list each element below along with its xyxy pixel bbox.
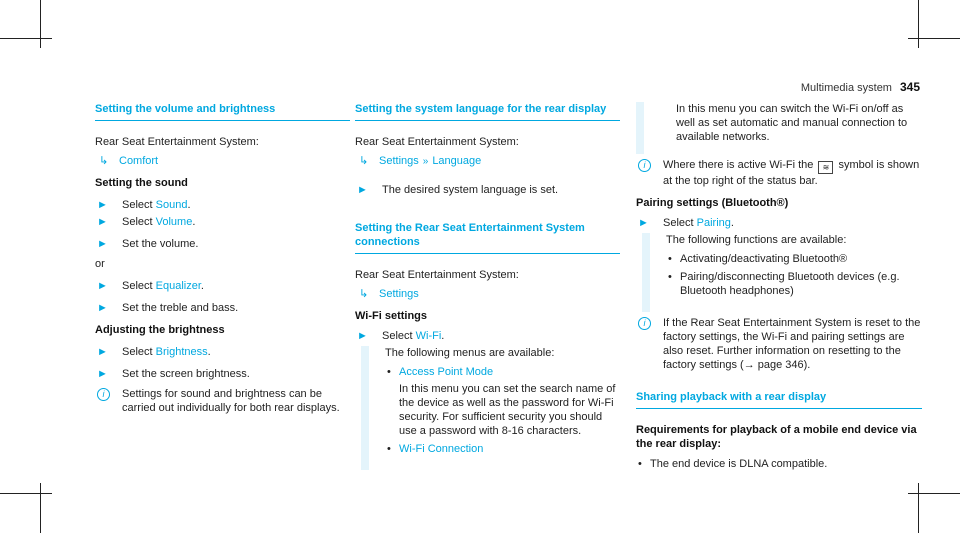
heading-sharing-playback: Sharing playback with a rear display — [636, 390, 922, 409]
crop-mark — [908, 493, 960, 494]
column-left — [95, 102, 350, 421]
step: ► Set the volume. — [97, 238, 199, 250]
step-arrow-icon: ► — [97, 302, 108, 314]
step-arrow-icon: ► — [97, 368, 108, 380]
step-group — [355, 183, 620, 197]
step: ► Select Pairing. — [638, 217, 734, 229]
step-arrow-icon: ► — [638, 217, 649, 229]
info-icon: i — [638, 159, 651, 172]
info-icon: i — [638, 317, 651, 330]
page-number: 345 — [899, 80, 920, 94]
step-arrow-icon: ► — [97, 238, 108, 250]
note: i Settings for sound and brightness can be carried out individually for both rear displays. — [95, 387, 350, 415]
heading-volume-brightness: Setting the volume and brightness — [95, 102, 350, 121]
wifi-switch-desc: In this menu you can switch the Wi-Fi on/off as well as set automatic and manual connection to available networks. — [676, 103, 908, 143]
path-settings[interactable]: Settings — [379, 288, 419, 300]
path-arrow-icon: ↳ — [359, 155, 369, 167]
subheading-pairing: Pairing settings (Bluetooth®) — [636, 197, 789, 209]
crop-mark — [0, 38, 52, 39]
step-group — [95, 301, 350, 315]
step-detail-block — [361, 346, 620, 470]
bullet-icon: • — [387, 366, 391, 378]
step: ► Select Equalizer. — [97, 280, 204, 292]
section-title: Multimedia system — [800, 82, 892, 94]
system-label: Rear Seat Entertainment System: — [355, 269, 519, 281]
menu-path — [355, 154, 620, 169]
link-sound[interactable]: Sound — [155, 199, 188, 211]
step-group — [95, 279, 350, 293]
step-arrow-icon: ► — [357, 184, 368, 196]
list-item — [385, 442, 616, 456]
bullet-icon: • — [387, 443, 391, 455]
step-arrow-icon: ► — [97, 216, 108, 228]
bullet-icon: • — [668, 253, 672, 265]
step-arrow-icon: ► — [97, 346, 108, 358]
path-comfort[interactable]: Comfort — [119, 155, 159, 167]
menu-path — [355, 287, 620, 301]
path-settings[interactable]: Settings — [379, 155, 419, 167]
link-brightness[interactable]: Brightness — [155, 346, 208, 358]
bullet-icon: • — [638, 458, 642, 470]
crop-mark — [908, 38, 960, 39]
list-item — [385, 365, 616, 438]
step: ► The desired system language is set. — [357, 184, 559, 196]
column-right — [636, 102, 922, 475]
link-wifi-connection[interactable]: Wi-Fi Connection — [399, 443, 484, 455]
bullet-icon: • — [668, 271, 672, 283]
note: i If the Rear Seat Entertainment System is reset to the factory settings, the Wi-Fi and pairing settings are also reset. Further information on resetting to the factory settings (→ page 346). — [636, 316, 922, 372]
step-group — [95, 237, 350, 251]
access-point-desc: In this menu you can set the search name of the device as well as the password for Wi-Fi security. For sufficient security you should use a password with 8-16 characters. — [399, 383, 616, 437]
step: ► Select Sound. — [97, 199, 191, 211]
crop-mark — [40, 0, 41, 48]
link-volume[interactable]: Volume — [155, 216, 193, 228]
system-label: Rear Seat Entertainment System: — [95, 136, 259, 148]
crop-mark — [918, 0, 919, 48]
step: ► Select Wi-Fi. — [357, 330, 445, 342]
path-language[interactable]: Language — [432, 155, 482, 167]
menus-text: The following menus are available: — [385, 347, 555, 359]
heading-rse-connections: Setting the Rear Seat Entertainment System connections — [355, 221, 620, 254]
continued-block — [636, 102, 922, 154]
subheading-brightness: Adjusting the brightness — [95, 324, 225, 336]
step-group — [95, 198, 350, 229]
note: i Where there is active Wi-Fi the ≋ symbol is shown at the top right of the status bar. — [636, 158, 922, 188]
list-item: • Pairing/disconnecting Bluetooth devices (e.g. Bluetooth headphones) — [668, 271, 900, 297]
path-arrow-icon: ↳ — [99, 155, 109, 167]
link-pairing[interactable]: Pairing — [696, 217, 731, 229]
link-access-point-mode[interactable]: Access Point Mode — [399, 366, 494, 378]
step: ► Set the treble and bass. — [97, 302, 239, 314]
step: ► Set the screen brightness. — [97, 368, 250, 380]
crop-mark — [40, 483, 41, 533]
subheading-requirements: Requirements for playback of a mobile end device via the rear display: — [636, 424, 917, 450]
step-detail-block — [642, 233, 922, 312]
column-middle — [355, 102, 620, 470]
wifi-icon: ≋ — [818, 161, 833, 174]
step-arrow-icon: ► — [357, 330, 368, 342]
subheading-wifi: Wi-Fi settings — [355, 310, 428, 322]
page-header — [760, 80, 920, 95]
subheading-sound: Setting the sound — [95, 177, 188, 189]
menu-path — [95, 154, 350, 168]
list-item: • Activating/deactivating Bluetooth® — [668, 253, 848, 265]
info-icon: i — [97, 388, 110, 401]
step-group — [95, 367, 350, 381]
step: ► Select Brightness. — [97, 346, 211, 358]
or-text: or — [95, 258, 105, 270]
step-arrow-icon: ► — [97, 280, 108, 292]
link-wifi[interactable]: Wi-Fi — [415, 330, 442, 342]
crop-mark — [0, 493, 52, 494]
heading-system-language: Setting the system language for the rear display — [355, 102, 620, 121]
step: ► Select Volume. — [97, 216, 196, 228]
path-separator-icon: » — [422, 156, 429, 167]
step-arrow-icon: ► — [97, 199, 108, 211]
step-group — [95, 345, 350, 359]
list-item: • The end device is DLNA compatible. — [638, 458, 828, 470]
link-equalizer[interactable]: Equalizer — [155, 280, 201, 292]
functions-text: The following functions are available: — [666, 234, 847, 246]
crop-mark — [918, 483, 919, 533]
path-arrow-icon: ↳ — [359, 288, 369, 300]
system-label: Rear Seat Entertainment System: — [355, 136, 519, 148]
